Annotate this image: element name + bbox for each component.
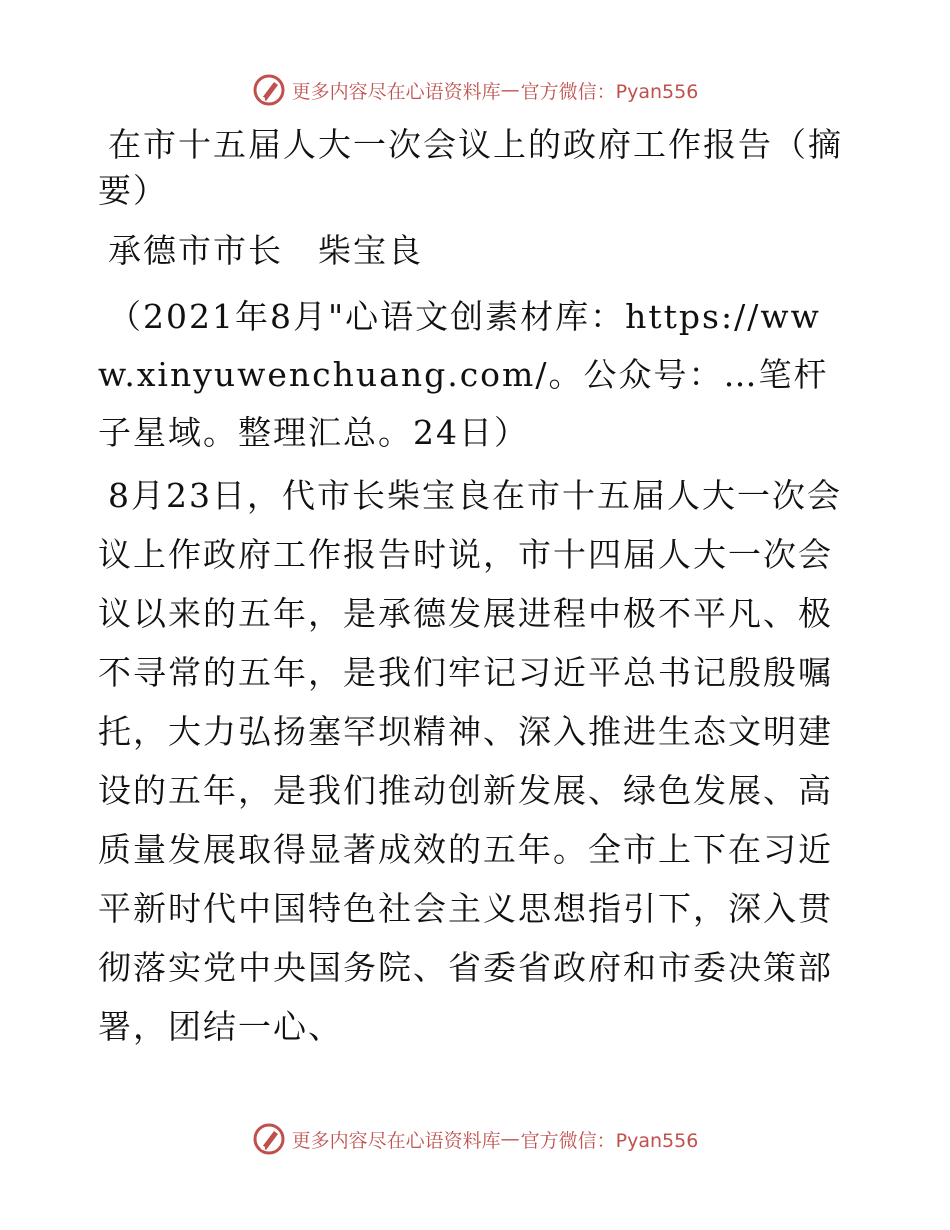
header-watermark-banner — [0, 70, 950, 110]
pen-logo-icon — [252, 1122, 286, 1156]
pen-logo-icon — [252, 73, 286, 107]
document-author: 承德市市长 柴宝良 — [108, 231, 423, 270]
banner-site-name: 更多内容尽在心语资料库 — [291, 1129, 501, 1152]
document-date-line: （2021年8月"心语文创素材库：https://www.xinyuwenchuang.com/。公众号：…笔杆子星域。整理汇总。24日） — [98, 297, 829, 452]
document-paragraph: 8月23日，代市长柴宝良在市十五届人大一次会议上作政府工作报告时说，市十四届人大一次会议以来的五年，是承德发展进程中极不平凡、极不寻常的五年，是我们牢记习近平总书记殷殷嘱托，大力弘扬塞罕坝精神、深入推进生态文明建设的五年，是我们推动创新发展、绿色发展、高质量发展取得显著成效的五年。全市上下在习近平新时代中国特色社会主义思想指引下，深入贯彻落实党中央国务院、省委省政府和市委决策部署，团结一心、 — [98, 476, 842, 1046]
banner-separator: — — [500, 1128, 521, 1150]
banner-contact: 官方微信：Pyan556 — [520, 1129, 699, 1152]
banner-site-name: 更多内容尽在心语资料库 — [291, 80, 501, 103]
banner-separator: — — [500, 79, 521, 101]
banner-contact: 官方微信：Pyan556 — [520, 80, 699, 103]
document-body — [98, 122, 858, 1056]
footer-watermark-banner — [0, 1119, 950, 1159]
document-title: 在市十五届人大一次会议上的政府工作报告（摘要） — [98, 125, 843, 210]
